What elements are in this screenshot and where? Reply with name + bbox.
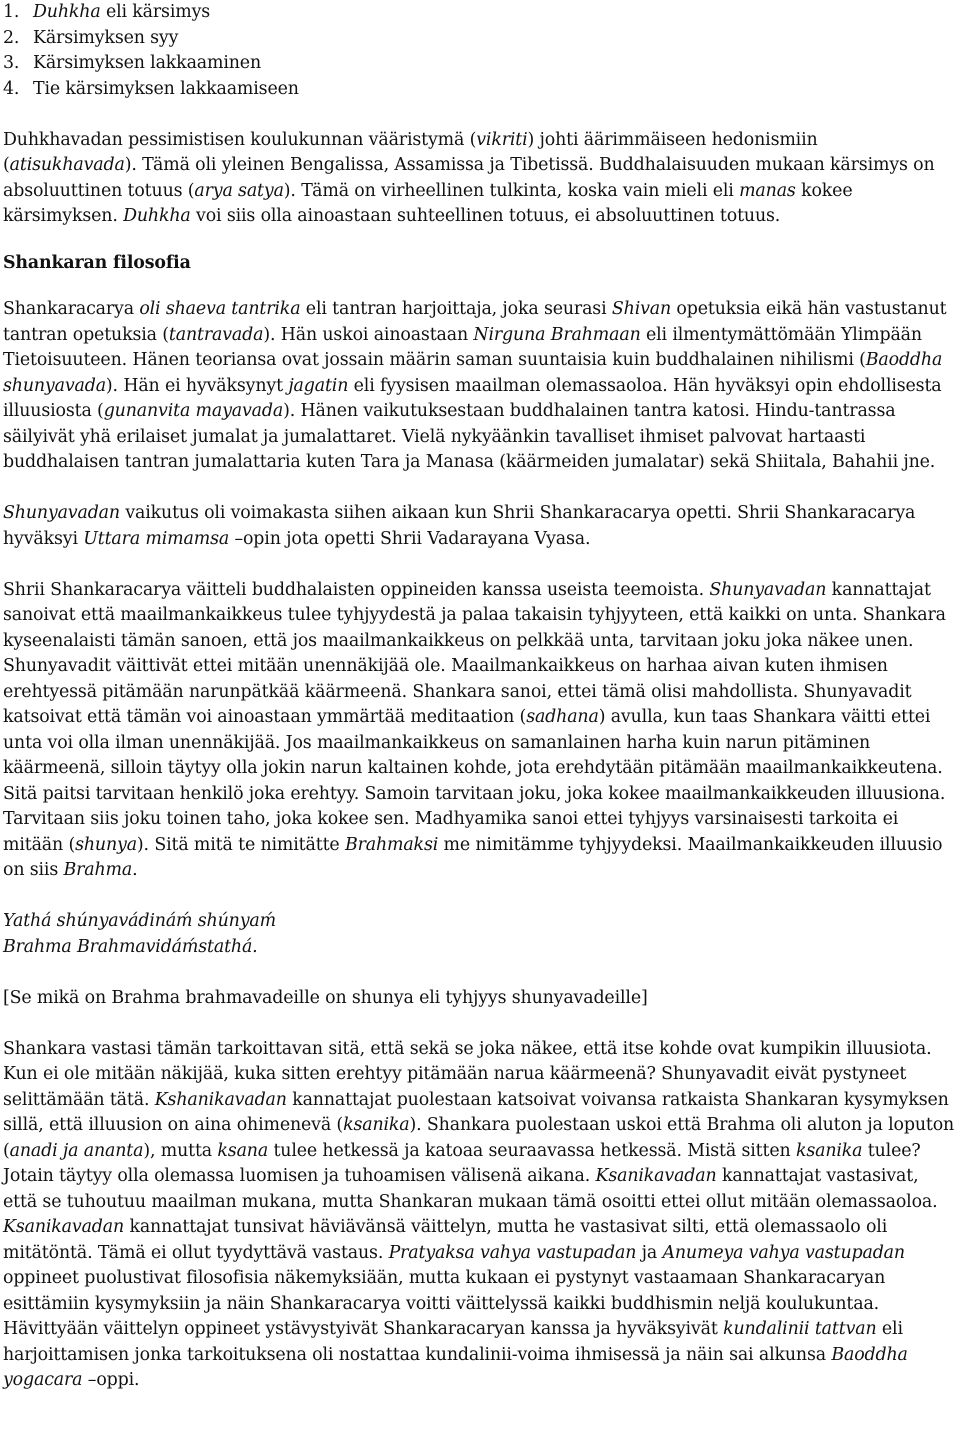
intro-paragraph xyxy=(3,128,956,230)
italic-term: Duhkha xyxy=(123,206,191,226)
body-paragraph xyxy=(3,297,956,476)
list-number: 4. xyxy=(3,78,20,99)
text-run: ). Hänen vaikutuksestaan buddhalainen tantra katosi. Hindu-tantrassa säilyivät yhä erilaiset jumalat ja jumalattaret. Vielä nykyäänkin tavalliset ihmiset palvovat hartaasti buddhalaisen tantran jumalattaria kuten Tara ja Manasa (käärmeiden jumalatar) sekä Shiitala, Bahahii jne. xyxy=(3,401,936,472)
text-run: kannattajat puolestaan katsoivat voivansa ratkaista Shankaran kysymyksen sillä, että illuusion on aina ohimenevä ( xyxy=(3,1089,949,1135)
text-run: ). Tämä on virheellinen tulkinta, koska vain mieli eli xyxy=(283,180,740,201)
list-item xyxy=(3,26,956,52)
text-run: Duhkhavadan pessimistisen koulukunnan vääristymä ( xyxy=(3,129,477,150)
text-run: kannattajat vastasivat, että se tuhoutuu maailman mukana, mutta Shankaran mukaan tämä osoitti ettei ollut mitään olemassaoloa. xyxy=(3,1166,938,1212)
italic-term: manas xyxy=(739,180,796,201)
italic-term: Anumeya vahya vastupadan xyxy=(662,1242,905,1263)
text-run: ). Tämä oli yleinen Bengalissa, Assamissa ja Tibetissä. Buddhalaisuuden mukaan kärsimys on absoluuttinen totuus ( xyxy=(3,155,935,201)
text-run: . xyxy=(132,860,138,880)
sanskrit-verse xyxy=(3,909,956,960)
italic-term: sadhana xyxy=(526,707,599,727)
italic-term: Pratyaksa vahya vastupadan xyxy=(388,1242,637,1263)
text-run: –oppi. xyxy=(82,1370,140,1390)
italic-term: Shunyavadan xyxy=(709,579,827,600)
text-run: Tie kärsimyksen lakkaamiseen xyxy=(33,78,299,99)
text-run: –opin jota opetti Shrii Vadarayana Vyasa. xyxy=(229,528,591,549)
verse-translation: [Se mikä on Brahma brahmavadeille on shunya eli tyhjyys shunyavadeille] xyxy=(3,987,648,1008)
italic-term: Duhkha xyxy=(33,2,101,22)
text-run: ), mutta xyxy=(143,1140,218,1161)
body-paragraph xyxy=(3,501,956,552)
verse-line: Yathá shúnyavádináḿ shúnyaḿ xyxy=(3,911,276,931)
text-run: voi siis olla ainoastaan suhteellinen totuus, ei absoluuttinen totuus. xyxy=(190,206,781,226)
text-run: ja xyxy=(636,1242,663,1263)
italic-term: Brahma xyxy=(63,860,133,880)
text-run: ). Sitä mitä te nimitätte xyxy=(136,834,345,855)
text-run: eli ilmentymättömään Ylimpään Tietoisuuteen. Hänen teoriansa ovat jossain määrin saman suuntaisia kuin buddhalainen nihilismi ( xyxy=(3,324,922,370)
text-run: Kärsimyksen lakkaaminen xyxy=(33,53,261,73)
text-run: tulee? Jotain täytyy olla olemassa luomisen ja tuhoamisen välisenä aikana. xyxy=(3,1140,921,1186)
italic-term: ksana xyxy=(217,1140,269,1161)
italic-term: shunya xyxy=(75,834,137,855)
italic-term: tantravada xyxy=(168,324,264,345)
text-run: eli fyysisen maailman olemassaoloa. Hän hyväksyi opin ehdollisesta illuusiosta ( xyxy=(3,375,942,421)
italic-term: Ksanikavadan xyxy=(595,1166,717,1186)
italic-term: gunanvita mayavada xyxy=(103,401,284,421)
text-run: ). Shankara puolestaan uskoi että Brahma oli aluton ja loputon ( xyxy=(3,1115,955,1161)
text-run: ) avulla, kun taas Shankara väitti ettei unta voi olla ilman unennäkijää. Jos maailmankaikkeus on samanlainen harha kuin narun pitäminen käärmeenä, silloin täytyy olla jokin narun kaltainen kohde, jota erehdytään pitämään maailmankaikkeutena. Sitä paitsi tarvitaan henkilö joka erehtyy. Samoin tarvitaan joku, joka kokee maailmankaikkeuden illuusiona. Tarvitaan siis joku toinen taho, joka kokee sen. Madhyamika sanoi ettei tyhjyys varsinaisesti tarkoita ei mitään ( xyxy=(3,707,946,855)
list-text xyxy=(33,2,210,22)
text-run: kokee kärsimyksen. xyxy=(3,180,853,226)
text-run: Shrii Shankaracarya väitteli buddhalaisten oppineiden kanssa useista teemoista. xyxy=(3,579,710,600)
italic-term: ksanika xyxy=(343,1115,410,1135)
text-run: eli tantran harjoittaja, joka seurasi xyxy=(300,299,612,319)
list-item xyxy=(3,51,956,77)
italic-term: vikriti xyxy=(476,129,528,150)
text-run: kannattajat sanoivat että maailmankaikkeus tulee tyhjyydestä ja palaa takaisin tyhjyyteen, että kaikki on unta. Shankara kyseenalaisti tämän sanoen, että jos maailmankaikkeus on pelkkää unta, tarvitaan joku joka näkee unen. Shunyavadit väittivät ettei mitään unennäkijää ole. Maailmankaikkeus on harhaa aivan kuten ihmisen erehtyessä pitämään narunpätkää käärmeenä. Shankara sanoi, ettei tämä olisi mahdollista. Shunyavadit katsoivat että tämän voi ainoastaan ymmärtää meditaation ( xyxy=(3,579,946,727)
body-paragraph xyxy=(3,1037,956,1394)
text-run: tulee hetkessä ja katoaa seuraavassa hetkessä. Mistä sitten xyxy=(268,1140,796,1161)
text-run: ). Hän uskoi ainoastaan xyxy=(263,324,474,345)
italic-term: Ksanikavadan xyxy=(3,1217,125,1237)
italic-term: anadi ja ananta xyxy=(9,1140,144,1161)
list-number: 2. xyxy=(3,27,20,48)
text-run: Shankara vastasi tämän tarkoittavan sitä, että sekä se joka näkee, että itse kohde ovat kumpikin illuusiota. Kun ei ole mitään näkijää, kuka sitten erehtyy pitämään narua käärmeenä? Shunyavadit eivät pystyneet selittämään tätä. xyxy=(3,1038,932,1110)
text-run: oppineet puolustivat filosofisia näkemyksiään, mutta kukaan ei pystynyt vastaamaan Shankaracaryan esittämiin kysymyksiin ja näin Shankaracarya voitti väittelyssä kaikki buddhismin neljä koulukuntaa. Hävittyään väittelyn oppineet ystävystyivät Shankaracaryan kanssa ja hyväksyivät xyxy=(3,1268,886,1339)
text-run: ). Hän ei hyväksynyt xyxy=(105,375,289,396)
italic-term: atisukhavada xyxy=(9,155,125,175)
text-run: eli harjoittamisen jonka tarkoituksena oli nostattaa kundalinii-voima ihmisessä ja näin sai alkunsa xyxy=(3,1319,903,1365)
text-run: me nimitämme tyhjyydeksi. Maailmankaikkeuden illuusio on siis xyxy=(3,834,943,880)
italic-term: oli shaeva tantrika xyxy=(139,299,301,319)
italic-term: kundalinii tattvan xyxy=(723,1319,877,1339)
list-number: 3. xyxy=(3,53,20,73)
list-number: 1. xyxy=(3,2,20,22)
italic-term: Baoddha shunyavada xyxy=(3,350,943,396)
italic-term: Shunyavadan xyxy=(3,503,120,523)
italic-term: arya satya xyxy=(194,180,284,201)
italic-term: Nirguna Brahmaan xyxy=(473,324,641,345)
italic-term: Baoddha yogacara xyxy=(3,1344,908,1390)
list-text xyxy=(33,53,261,73)
list-text xyxy=(33,28,178,48)
italic-term: Kshanikavadan xyxy=(154,1089,287,1110)
list-item xyxy=(3,0,956,26)
text-run: Kärsimyksen syy xyxy=(33,27,179,48)
section-heading: Shankaran filosofia xyxy=(3,252,191,273)
list-text xyxy=(33,79,299,99)
italic-term: jagatin xyxy=(288,375,349,396)
text-run: eli kärsimys xyxy=(100,2,211,22)
italic-term: Uttara mimamsa xyxy=(83,528,230,549)
text-run: Shankaracarya xyxy=(3,299,140,319)
text-run: vaikutus oli voimakasta siihen aikaan kun Shrii Shankaracarya opetti. Shrii Shankaracarya hyväksyi xyxy=(3,503,916,549)
body-paragraph xyxy=(3,578,956,884)
verse-line: Brahma Brahmavidáḿstathá. xyxy=(3,936,258,957)
italic-term: Shivan xyxy=(611,299,672,319)
italic-term: Brahmaksi xyxy=(344,834,439,855)
italic-term: ksanika xyxy=(795,1140,863,1161)
text-run: kannattajat tunsivat häviävänsä väittelyn, mutta he vastasivat silti, että olemassaolo oli mitätöntä. Tämä ei ollut tyydyttävä vastaus. xyxy=(3,1217,888,1263)
numbered-list xyxy=(3,0,956,102)
text-run: ) johti äärimmäiseen hedonismiin ( xyxy=(3,129,818,175)
list-item xyxy=(3,77,956,103)
text-run: opetuksia eikä hän vastustanut tantran opetuksia ( xyxy=(3,299,947,345)
